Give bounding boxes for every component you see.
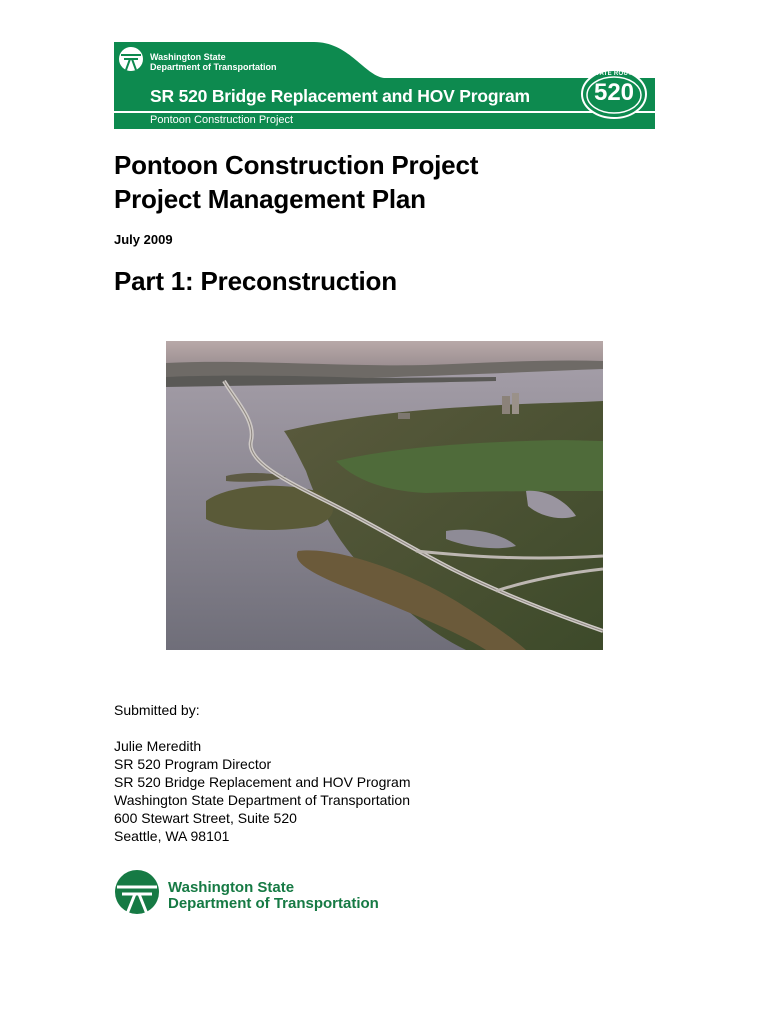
wsdot-footer-logo	[114, 868, 414, 918]
footer-agency-line1: Washington State	[168, 879, 295, 896]
submitter-street: 600 Stewart Street, Suite 520	[114, 810, 297, 826]
wsdot-logo-icon	[119, 47, 143, 71]
wsdot-footer-logo-icon	[114, 868, 162, 916]
submitter-title: SR 520 Program Director	[114, 756, 272, 772]
project-subtitle: Pontoon Construction Project	[150, 114, 294, 126]
banner-agency-name	[150, 52, 277, 72]
document-title	[114, 148, 478, 216]
document-title-line2: Project Management Plan	[114, 184, 426, 214]
document-part-heading: Part 1: Preconstruction	[114, 266, 397, 296]
route-label: STATE ROUTE	[591, 71, 637, 77]
route-number: 520	[593, 79, 635, 106]
footer-agency-line2: Department of Transportation	[168, 895, 379, 912]
submitter-agency: Washington State Department of Transportation	[114, 792, 410, 808]
banner-agency-line2: Department of Transportation	[150, 62, 277, 72]
aerial-bridge-photo	[166, 341, 603, 650]
footer-agency-name	[168, 880, 379, 912]
program-banner	[114, 42, 655, 129]
route-shield-icon	[581, 69, 647, 119]
submitter-program: SR 520 Bridge Replacement and HOV Program	[114, 774, 411, 790]
submitter-contact	[114, 737, 410, 845]
document-title-line1: Pontoon Construction Project	[114, 150, 479, 180]
banner-agency-line1: Washington State	[150, 52, 226, 62]
document-date: July 2009	[114, 232, 173, 247]
submitted-by-label: Submitted by:	[114, 702, 200, 718]
program-title: SR 520 Bridge Replacement and HOV Program	[150, 86, 530, 106]
submitter-city: Seattle, WA 98101	[114, 828, 230, 844]
submitter-name: Julie Meredith	[114, 738, 202, 754]
